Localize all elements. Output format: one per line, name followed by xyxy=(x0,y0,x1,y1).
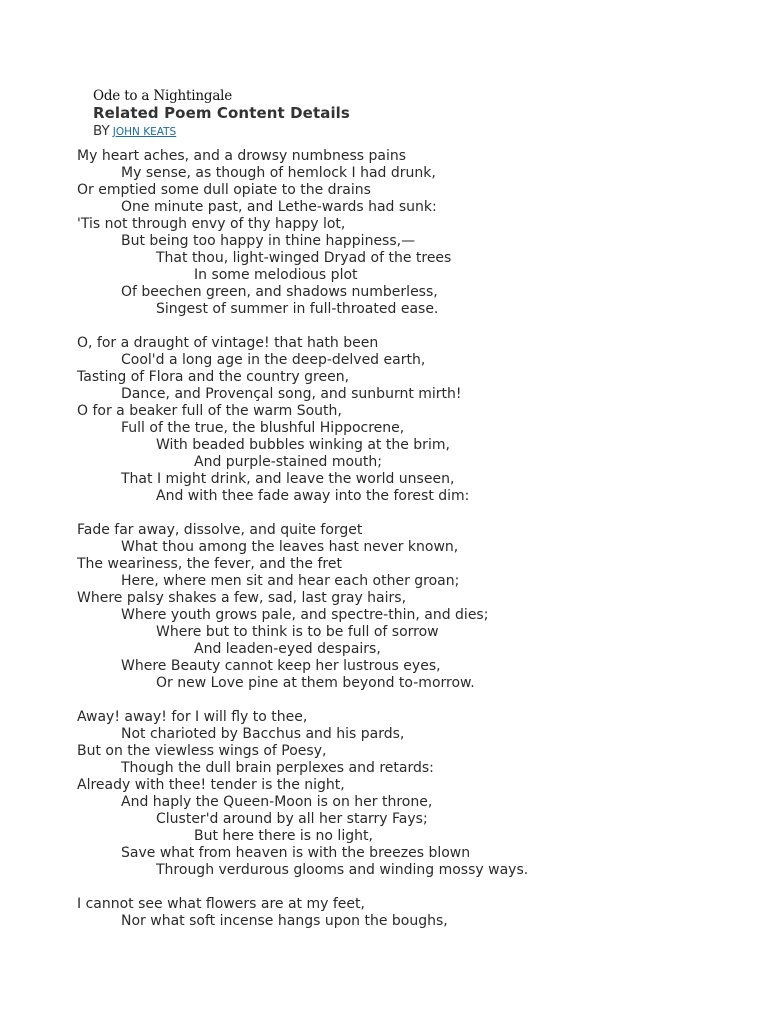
poem-line: But here there is no light, xyxy=(194,828,373,844)
poem-line: My heart aches, and a drowsy numbness pains xyxy=(77,148,407,164)
poem-line: Or emptied some dull opiate to the drains xyxy=(77,182,371,198)
poem-line: Where but to think is to be full of sorrow xyxy=(156,624,439,640)
poem-line: Through verdurous glooms and winding mossy ways. xyxy=(156,862,529,878)
poem-line: And purple-stained mouth; xyxy=(194,454,382,470)
poem-line: Tasting of Flora and the country green, xyxy=(77,369,350,385)
poem-line: Cool'd a long age in the deep-delved earth, xyxy=(121,352,426,368)
poem-line: But on the viewless wings of Poesy, xyxy=(77,743,327,759)
stanza xyxy=(77,148,528,318)
poem-line: Dance, and Provençal song, and sunburnt mirth! xyxy=(121,386,462,402)
poem-line: Where Beauty cannot keep her lustrous eyes, xyxy=(121,658,441,674)
poem-line: That thou, light-winged Dryad of the trees xyxy=(156,250,452,266)
poem-body xyxy=(77,148,528,947)
poem-header xyxy=(93,87,350,141)
poem-line: But being too happy in thine happiness,— xyxy=(121,233,416,249)
poem-line: Away! away! for I will fly to thee, xyxy=(77,709,308,725)
poem-line: Not charioted by Bacchus and his pards, xyxy=(121,726,405,742)
poem-line: Nor what soft incense hangs upon the boughs, xyxy=(121,913,448,929)
poem-line: 'Tis not through envy of thy happy lot, xyxy=(77,216,346,232)
poem-line: Singest of summer in full-throated ease. xyxy=(156,301,439,317)
stanza xyxy=(77,522,528,692)
poem-line: Where palsy shakes a few, sad, last gray hairs, xyxy=(77,590,407,606)
stanza xyxy=(77,709,528,879)
stanza xyxy=(77,896,528,930)
poem-line: The weariness, the fever, and the fret xyxy=(77,556,342,572)
poem-line: Or new Love pine at them beyond to-morrow. xyxy=(156,675,475,691)
poem-line: Full of the true, the blushful Hippocrene, xyxy=(121,420,405,436)
poem-line: One minute past, and Lethe-wards had sunk: xyxy=(121,199,437,215)
author-link[interactable]: JOHN KEATS xyxy=(112,126,177,138)
poem-line: And with thee fade away into the forest dim: xyxy=(156,488,470,504)
byline xyxy=(93,122,350,141)
poem-line: And haply the Queen-Moon is on her throne, xyxy=(121,794,433,810)
poem-title: Ode to a Nightingale xyxy=(93,88,233,104)
poem-line: What thou among the leaves hast never known, xyxy=(121,539,459,555)
poem-line: O, for a draught of vintage! that hath been xyxy=(77,335,379,351)
poem-line: That I might drink, and leave the world unseen, xyxy=(121,471,455,487)
poem-line: Where youth grows pale, and spectre-thin, and dies; xyxy=(121,607,489,623)
by-label: BY xyxy=(93,123,110,139)
poem-line: My sense, as though of hemlock I had drunk, xyxy=(121,165,436,181)
poem-line: Fade far away, dissolve, and quite forget xyxy=(77,522,363,538)
section-subtitle: Related Poem Content Details xyxy=(93,104,350,122)
poem-line: And leaden-eyed despairs, xyxy=(194,641,381,657)
poem-line: Of beechen green, and shadows numberless, xyxy=(121,284,438,300)
poem-line: I cannot see what flowers are at my feet, xyxy=(77,896,365,912)
poem-line: In some melodious plot xyxy=(194,267,358,283)
poem-line: With beaded bubbles winking at the brim, xyxy=(156,437,450,453)
stanza xyxy=(77,335,528,505)
poem-line: Already with thee! tender is the night, xyxy=(77,777,345,793)
poem-line: Though the dull brain perplexes and retards: xyxy=(121,760,434,776)
poem-line: Here, where men sit and hear each other groan; xyxy=(121,573,460,589)
poem-line: O for a beaker full of the warm South, xyxy=(77,403,342,419)
poem-line: Save what from heaven is with the breezes blown xyxy=(121,845,471,861)
poem-line: Cluster'd around by all her starry Fays; xyxy=(156,811,428,827)
